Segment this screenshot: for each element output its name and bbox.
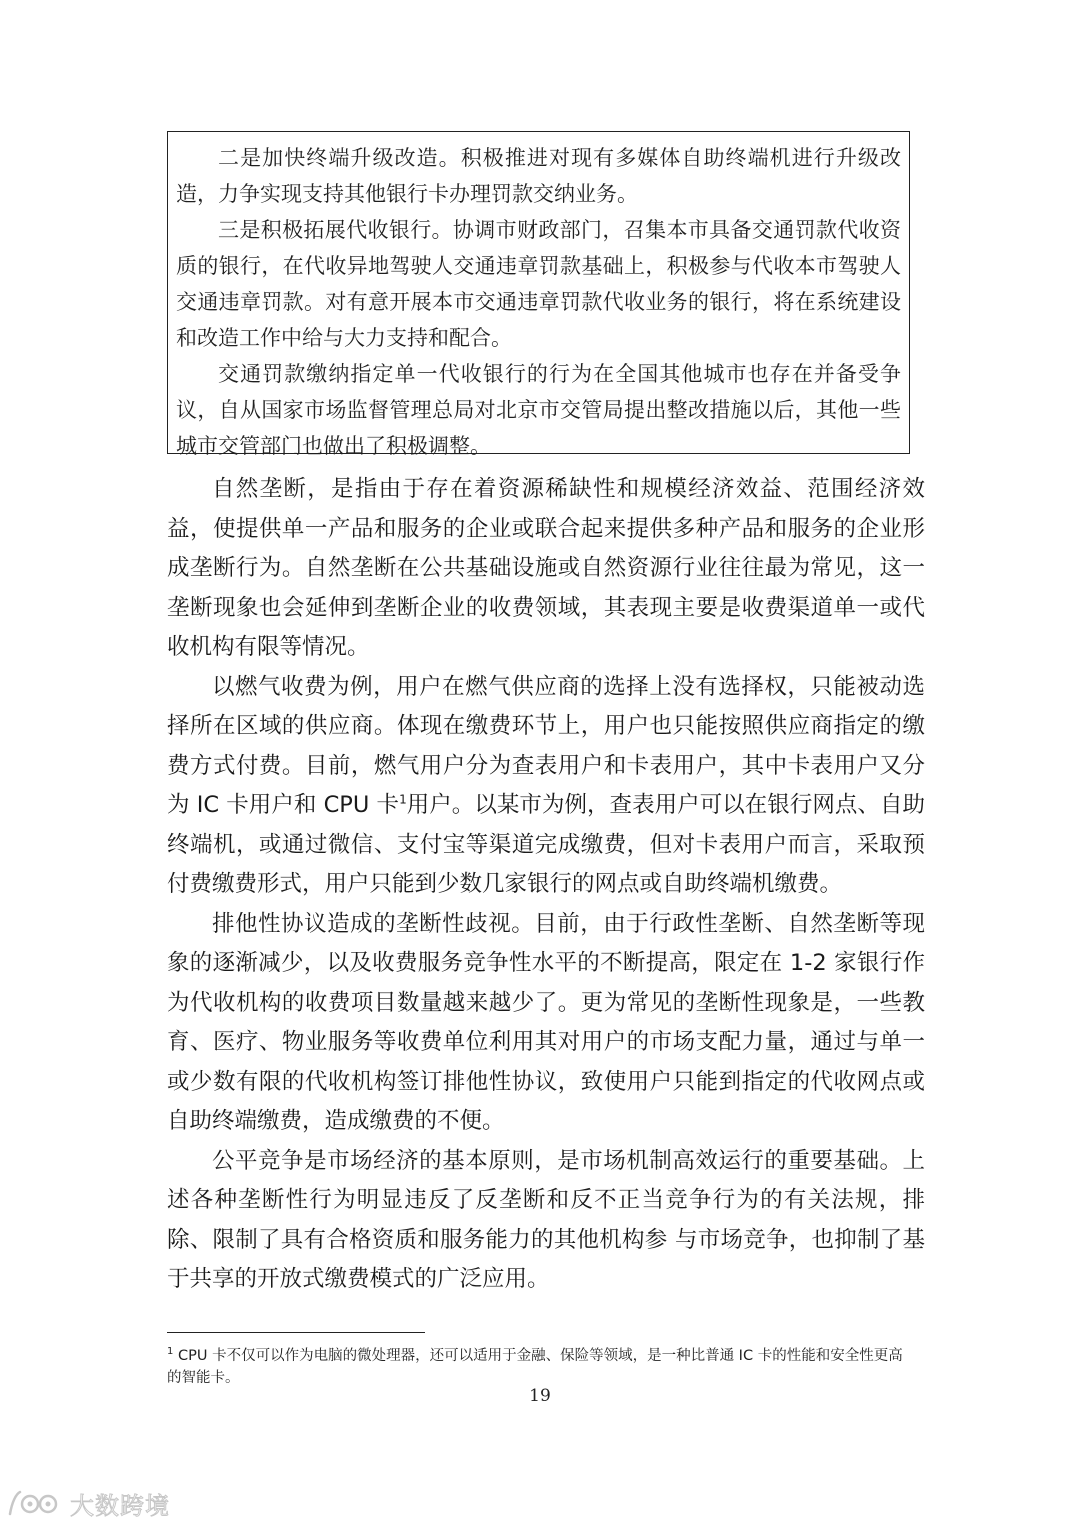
gas-fee-text-2: 用户。以某市为例，查表用户可以在银行网点、自助终端机，或通过微信、支付宝等渠道完成缴费，但对卡表用户而言，采取预付费缴费形式，用户只能到少数几家银行的网点或自助终端机缴费。 (167, 792, 925, 897)
page-number: 19 (529, 1386, 551, 1406)
footnote-marker: 1 (167, 1346, 174, 1358)
boxed-paragraph-1: 二是加快终端升级改造。积极推进对现有多媒体自助终端机进行升级改造，力争实现支持其他银行卡办理罚款交纳业务。 (176, 146, 901, 206)
paragraph-natural-monopoly: 自然垄断，是指由于存在着资源稀缺性和规模经济效益、范围经济效益，使提供单一产品和服务的企业或联合起来提供多种产品和服务的企业形成垄断行为。自然垄断在公共基础设施或自然资源行业往往最为常见，这一垄断现象也会延伸到垄断企业的收费领域，其表现主要是收费渠道单一或代收机构有限等情况。 (167, 476, 925, 660)
paragraph-gas-fee (167, 668, 925, 905)
watermark-text: 大数跨境 (70, 1491, 170, 1520)
footnote-ref[interactable]: 1 (399, 792, 407, 807)
body-text (167, 470, 925, 1300)
boxed-paragraph-2: 三是积极拓展代收银行。协调市财政部门，召集本市具备交通罚款代收资质的银行，在代收异地驾驶人交通违章罚款基础上，积极参与代收本市驾驶人交通违章罚款。对有意开展本市交通违章罚款代收业务的银行，将在系统建设和改造工作中给与大力支持和配合。 (176, 218, 901, 350)
paragraph-fair-competition: 公平竞争是市场经济的基本原则，是市场机制高效运行的重要基础。上述各种垄断性行为明显违反了反垄断和反不正当竞争行为的有关法规，排除、限制了具有合格资质和服务能力的其他机构参 与市场竞争，也抑制了基于共享的开放式缴费模式的广泛应用。 (167, 1147, 925, 1292)
gas-fee-text-1: 以燃气收费为例，用户在燃气供应商的选择上没有选择权，只能被动选择所在区域的供应商。体现在缴费环节上，用户也只能按照供应商指定的缴费方式付费。目前，燃气用户分为查表用户和卡表用户，其中卡表用户又分为 IC 卡用户和 CPU 卡 (167, 673, 925, 818)
footnote-divider (167, 1332, 425, 1333)
paragraph-exclusive-agreements: 排他性协议造成的垄断性歧视。目前，由于行政性垄断、自然垄断等现象的逐渐减少，以及收费服务竞争性水平的不断提高，限定在 1-2 家银行作为代收机构的收费项目数量越来越少了。更为常见的垄断性现象是，一些教育、医疗、物业服务等收费单位利用其对用户的市场支配力量，通过与单一或少数有限的代收机构签订排他性协议，致使用户只能到指定的代收网点或自助终端缴费，造成缴费的不便。 (167, 910, 925, 1134)
logo-mark-icon (6, 1488, 64, 1518)
footnote-text: CPU 卡不仅可以作为电脑的微处理器，还可以适用于金融、保险等领域，是一种比普通 IC 卡的性能和安全性更高的智能卡。 (167, 1348, 903, 1386)
watermark (6, 1486, 170, 1520)
footnote (167, 1345, 917, 1389)
boxed-paragraph-3: 交通罚款缴纳指定单一代收银行的行为在全国其他城市也存在并备受争议，自从国家市场监督管理总局对北京市交管局提出整改措施以后，其他一些城市交管部门也做出了积极调整。 (176, 362, 901, 458)
boxed-quote (167, 131, 910, 458)
